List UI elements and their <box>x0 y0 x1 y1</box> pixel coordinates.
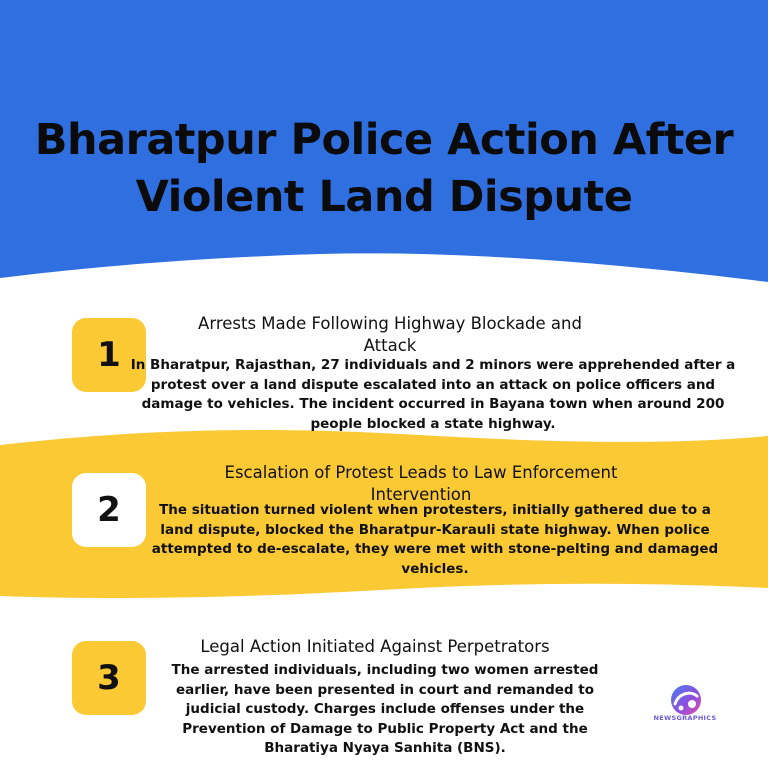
section-body-2: The situation turned violent when protesters, initially gathered due to a land dispute, blocked the Bharatpur-Karauli state highway. When police attempted to de-escalate, they were met with stone-pelting and damaged vehicles. <box>151 502 719 577</box>
logo-text: NEWSGRAPHICS <box>653 714 717 722</box>
section-number-badge-1: 1 <box>72 318 146 392</box>
section-number-badge-2: 2 <box>72 473 146 547</box>
section-heading-1: Arrests Made Following Highway Blockade and Attack <box>198 314 582 355</box>
section-heading-2: Escalation of Protest Leads to Law Enforcement Intervention <box>224 463 618 504</box>
section-body-3: The arrested individuals, including two women arrested earlier, have been presented in court and remanded to judicial custody. Charges include offenses under the Prevention of Damage to Public Property Act and the Bharatiya Nyaya Sanhita (BNS). <box>171 662 599 756</box>
section-number-badge-3: 3 <box>72 641 146 715</box>
section-heading-3: Legal Action Initiated Against Perpetrators <box>200 637 550 656</box>
section-body-1: In Bharatpur, Rajasthan, 27 individuals and 2 minors were apprehended after a protest over a land dispute escalated into an attack on police officers and damage to vehicles. The incident occurred in Bayana town when around 200 people blocked a state highway. <box>130 357 736 432</box>
page-title: Bharatpur Police Action After Violent Land Dispute <box>34 115 734 222</box>
